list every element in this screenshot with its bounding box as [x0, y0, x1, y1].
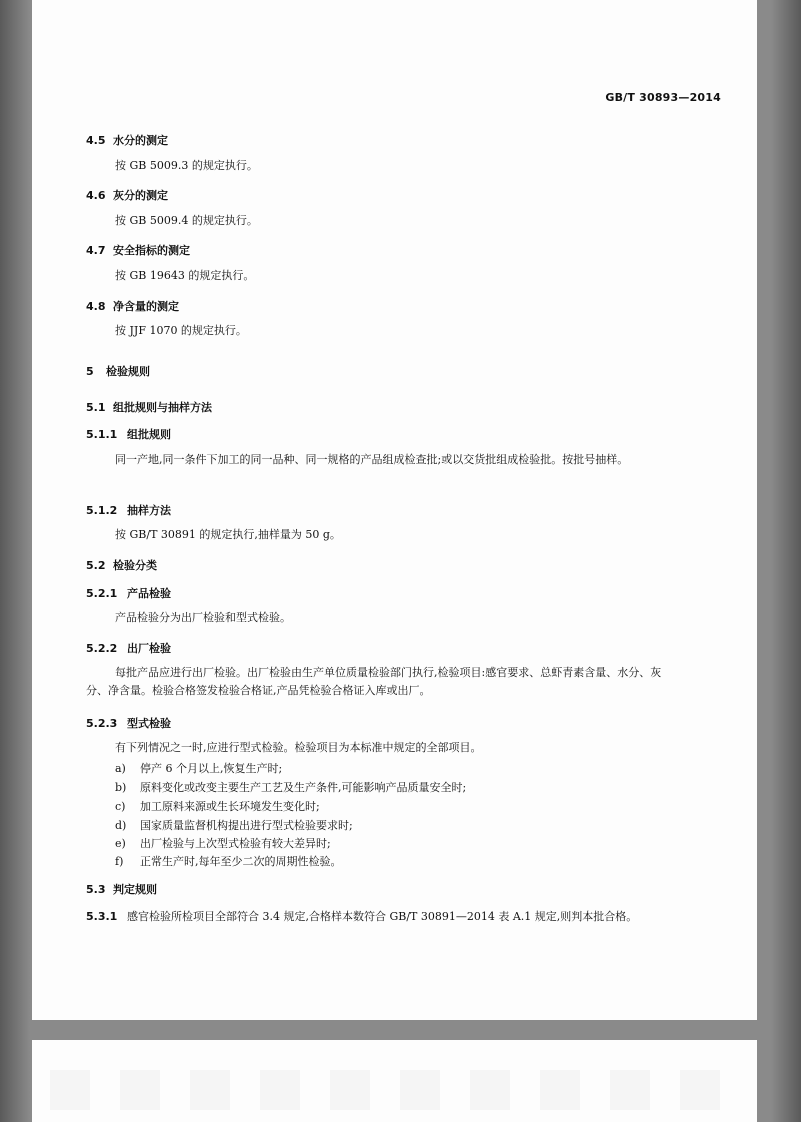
heading-4-7: 4.7 安全指标的测定	[86, 244, 190, 257]
heading-5-2-2: 5.2.2 出厂检验	[86, 642, 171, 655]
paragraph-4-5: 按 GB 5009.3 的规定执行。	[115, 159, 258, 172]
heading-4-8: 4.8 净含量的测定	[86, 300, 179, 313]
heading-5-1: 5.1 组批规则与抽样方法	[86, 401, 212, 414]
list-item: e) 出厂检验与上次型式检验有较大差异时;	[115, 837, 331, 850]
list-item: d) 国家质量监督机构提出进行型式检验要求时;	[115, 819, 353, 832]
heading-5-2: 5.2 检验分类	[86, 559, 157, 572]
heading-5-1-1: 5.1.1 组批规则	[86, 428, 171, 441]
heading-4-5: 4.5 水分的测定	[86, 134, 168, 147]
paragraph-4-6: 按 GB 5009.4 的规定执行。	[115, 214, 258, 227]
heading-5-1-2: 5.1.2 抽样方法	[86, 504, 171, 517]
list-item: f) 正常生产时,每年至少二次的周期性检验。	[115, 855, 342, 868]
standard-number: GB/T 30893—2014	[605, 91, 721, 104]
paragraph-5-1-2: 按 GB/T 30891 的规定执行,抽样量为 50 g。	[115, 528, 341, 541]
paragraph-5-2-2: 每批产品应进行出厂检验。出厂检验由生产单位质量检验部门执行,检验项目:感官要求、总虾青素含量、水分、灰分、净含量。检验合格签发检验合格证,产品凭检验合格证入库或出厂。	[86, 666, 662, 697]
paragraph-4-8: 按 JJF 1070 的规定执行。	[115, 324, 247, 337]
paragraph-5-3-1: 5.3.1 感官检验所检项目全部符合 3.4 规定,合格样本数符合 GB/T 30891—2014 表 A.1 规定,则判本批合格。	[86, 910, 638, 923]
list-item: b) 原料变化或改变主要生产工艺及生产条件,可能影响产品质量安全时;	[115, 781, 467, 794]
heading-5-3: 5.3 判定规则	[86, 883, 157, 896]
heading-5: 5 检验规则	[86, 365, 150, 378]
paragraph-4-7: 按 GB 19643 的规定执行。	[115, 269, 255, 282]
heading-5-2-1: 5.2.1 产品检验	[86, 587, 171, 600]
paragraph-5-1-1: 同一产地,同一条件下加工的同一品种、同一规格的产品组成检查批;或以交货批组成检验批。按批号抽样。	[115, 453, 629, 466]
paragraph-5-2-3: 有下列情况之一时,应进行型式检验。检验项目为本标准中规定的全部项目。	[115, 741, 482, 754]
heading-4-6: 4.6 灰分的测定	[86, 189, 168, 202]
heading-5-2-3: 5.2.3 型式检验	[86, 717, 171, 730]
next-page-blurred-text	[50, 1070, 740, 1110]
paragraph-5-2-1: 产品检验分为出厂检验和型式检验。	[115, 611, 291, 624]
list-item: c) 加工原料来源或生长环境发生变化时;	[115, 800, 320, 813]
list-item: a) 停产 6 个月以上,恢复生产时;	[115, 762, 283, 775]
